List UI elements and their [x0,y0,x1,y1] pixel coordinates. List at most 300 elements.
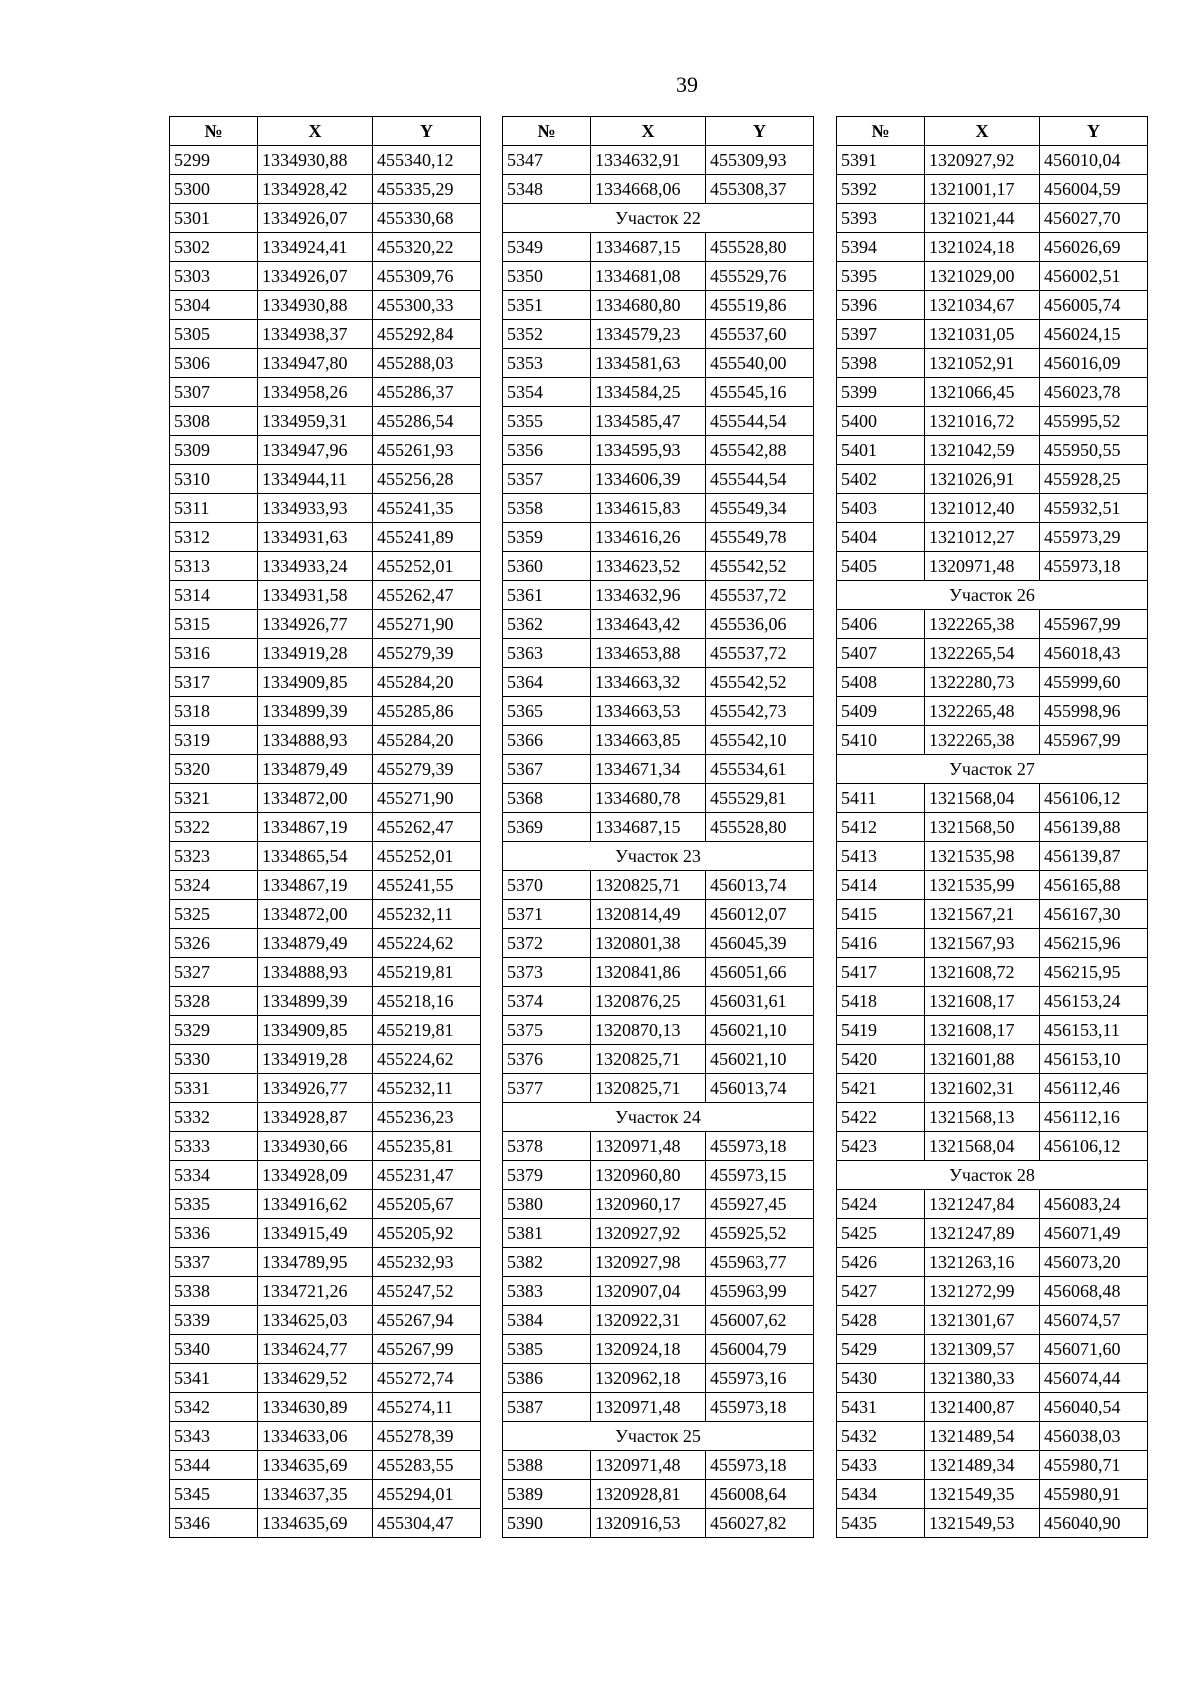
point-number-cell: 5409 [837,697,925,726]
table-row [837,1045,1148,1074]
point-number-cell: 5303 [170,262,258,291]
y-coordinate-cell: 455205,67 [373,1190,481,1219]
y-coordinate-cell: 455549,34 [706,494,814,523]
table-row [170,784,481,813]
y-coordinate-cell: 455224,62 [373,929,481,958]
point-number-cell: 5339 [170,1306,258,1335]
x-coordinate-cell: 1322265,38 [925,610,1040,639]
x-coordinate-cell: 1334926,07 [258,204,373,233]
point-number-cell: 5382 [503,1248,591,1277]
table-row [503,813,814,842]
table-row [170,349,481,378]
table-row [837,1190,1148,1219]
table-row [837,1219,1148,1248]
y-coordinate-cell: 455288,03 [373,349,481,378]
table-row [837,465,1148,494]
x-coordinate-cell: 1334947,80 [258,349,373,378]
table-row [503,1509,814,1538]
table-row [837,407,1148,436]
x-coordinate-cell: 1320960,80 [591,1161,706,1190]
table-row [837,320,1148,349]
y-coordinate-cell: 455999,60 [1040,668,1148,697]
x-coordinate-cell: 1334931,58 [258,581,373,610]
table-row [837,146,1148,175]
x-coordinate-cell: 1334926,07 [258,262,373,291]
y-coordinate-cell: 456051,66 [706,958,814,987]
point-number-cell: 5362 [503,610,591,639]
table-row [170,1161,481,1190]
x-coordinate-cell: 1321380,33 [925,1364,1040,1393]
y-coordinate-cell: 455340,12 [373,146,481,175]
x-coordinate-cell: 1334944,11 [258,465,373,494]
point-number-cell: 5324 [170,871,258,900]
point-number-cell: 5356 [503,436,591,465]
x-coordinate-cell: 1334615,83 [591,494,706,523]
x-coordinate-cell: 1320924,18 [591,1335,706,1364]
point-number-cell: 5421 [837,1074,925,1103]
point-number-cell: 5308 [170,407,258,436]
y-coordinate-cell: 455549,78 [706,523,814,552]
point-number-cell: 5424 [837,1190,925,1219]
y-coordinate-cell: 456073,20 [1040,1248,1148,1277]
y-coordinate-cell: 455980,71 [1040,1451,1148,1480]
point-number-cell: 5435 [837,1509,925,1538]
y-coordinate-cell: 455973,18 [706,1393,814,1422]
section-row [837,755,1148,784]
point-number-cell: 5390 [503,1509,591,1538]
x-coordinate-cell: 1320960,17 [591,1190,706,1219]
y-coordinate-cell: 456002,51 [1040,262,1148,291]
y-coordinate-cell: 455542,10 [706,726,814,755]
x-coordinate-cell: 1334872,00 [258,900,373,929]
point-number-cell: 5405 [837,552,925,581]
point-number-cell: 5368 [503,784,591,813]
point-number-cell: 5311 [170,494,258,523]
point-number-cell: 5307 [170,378,258,407]
x-coordinate-cell: 1321608,17 [925,1016,1040,1045]
point-number-cell: 5329 [170,1016,258,1045]
table-row [837,871,1148,900]
table-row [503,958,814,987]
point-number-cell: 5403 [837,494,925,523]
table-row [837,1248,1148,1277]
x-coordinate-cell: 1321272,99 [925,1277,1040,1306]
point-number-cell: 5397 [837,320,925,349]
y-coordinate-cell: 455300,33 [373,291,481,320]
x-coordinate-cell: 1321608,72 [925,958,1040,987]
x-coordinate-cell: 1334789,95 [258,1248,373,1277]
x-coordinate-cell: 1321042,59 [925,436,1040,465]
point-number-cell: 5328 [170,987,258,1016]
point-number-cell: 5301 [170,204,258,233]
table-row [503,668,814,697]
y-coordinate-cell: 455232,93 [373,1248,481,1277]
table-row [837,1016,1148,1045]
table-row [170,1306,481,1335]
y-coordinate-cell: 455544,54 [706,465,814,494]
y-coordinate-cell: 455540,00 [706,349,814,378]
x-coordinate-cell: 1321012,27 [925,523,1040,552]
y-coordinate-cell: 456215,95 [1040,958,1148,987]
point-number-cell: 5372 [503,929,591,958]
table-row [170,1364,481,1393]
point-number-cell: 5347 [503,146,591,175]
point-number-cell: 5341 [170,1364,258,1393]
point-number-cell: 5387 [503,1393,591,1422]
y-coordinate-cell: 455995,52 [1040,407,1148,436]
table-row [837,1132,1148,1161]
x-coordinate-cell: 1334928,87 [258,1103,373,1132]
point-number-cell: 5381 [503,1219,591,1248]
point-number-cell: 5430 [837,1364,925,1393]
y-coordinate-cell: 456106,12 [1040,784,1148,813]
section-title: Участок 28 [837,1161,1148,1190]
y-coordinate-cell: 455925,52 [706,1219,814,1248]
section-title: Участок 26 [837,581,1148,610]
table-row [503,1190,814,1219]
point-number-cell: 5345 [170,1480,258,1509]
x-coordinate-cell: 1334919,28 [258,639,373,668]
table-header-row [170,117,481,146]
point-number-cell: 5332 [170,1103,258,1132]
table-row [503,320,814,349]
table-row [170,958,481,987]
table-row [170,1451,481,1480]
y-coordinate-cell: 455267,94 [373,1306,481,1335]
x-coordinate-cell: 1321535,99 [925,871,1040,900]
table-row [503,1306,814,1335]
point-number-cell: 5429 [837,1335,925,1364]
x-coordinate-cell: 1334687,15 [591,233,706,262]
table-row [170,407,481,436]
point-number-cell: 5336 [170,1219,258,1248]
x-coordinate-cell: 1334919,28 [258,1045,373,1074]
point-number-cell: 5386 [503,1364,591,1393]
y-coordinate-cell: 455973,15 [706,1161,814,1190]
x-coordinate-cell: 1320814,49 [591,900,706,929]
x-coordinate-cell: 1334899,39 [258,697,373,726]
y-coordinate-cell: 455932,51 [1040,494,1148,523]
section-row [503,1103,814,1132]
table-row [837,1393,1148,1422]
x-coordinate-cell: 1320962,18 [591,1364,706,1393]
point-number-cell: 5316 [170,639,258,668]
section-row [503,842,814,871]
x-coordinate-cell: 1321568,04 [925,784,1040,813]
point-number-cell: 5420 [837,1045,925,1074]
x-coordinate-cell: 1320841,86 [591,958,706,987]
x-coordinate-cell: 1320825,71 [591,1045,706,1074]
x-coordinate-cell: 1320971,48 [591,1132,706,1161]
x-coordinate-cell: 1334625,03 [258,1306,373,1335]
point-number-cell: 5340 [170,1335,258,1364]
point-number-cell: 5410 [837,726,925,755]
column-header-y: Y [706,117,814,146]
y-coordinate-cell: 455292,84 [373,320,481,349]
x-coordinate-cell: 1334606,39 [591,465,706,494]
x-coordinate-cell: 1320801,38 [591,929,706,958]
table-row [170,1219,481,1248]
y-coordinate-cell: 455330,68 [373,204,481,233]
y-coordinate-cell: 456024,15 [1040,320,1148,349]
y-coordinate-cell: 456004,79 [706,1335,814,1364]
y-coordinate-cell: 455279,39 [373,755,481,784]
point-number-cell: 5392 [837,175,925,204]
y-coordinate-cell: 455271,90 [373,784,481,813]
point-number-cell: 5358 [503,494,591,523]
y-coordinate-cell: 456112,46 [1040,1074,1148,1103]
table-row [170,1422,481,1451]
x-coordinate-cell: 1320876,25 [591,987,706,1016]
point-number-cell: 5331 [170,1074,258,1103]
table-row [503,407,814,436]
table-row [170,639,481,668]
table-row [837,349,1148,378]
section-title: Участок 27 [837,755,1148,784]
table-row [170,1480,481,1509]
x-coordinate-cell: 1334867,19 [258,813,373,842]
y-coordinate-cell: 456027,70 [1040,204,1148,233]
point-number-cell: 5367 [503,755,591,784]
column-header-number: № [837,117,925,146]
y-coordinate-cell: 455309,76 [373,262,481,291]
table-row [837,378,1148,407]
table-row [503,436,814,465]
y-coordinate-cell: 455247,52 [373,1277,481,1306]
x-coordinate-cell: 1334643,42 [591,610,706,639]
y-coordinate-cell: 455309,93 [706,146,814,175]
x-coordinate-cell: 1321602,31 [925,1074,1040,1103]
table-row [503,581,814,610]
table-row [503,987,814,1016]
point-number-cell: 5330 [170,1045,258,1074]
point-number-cell: 5374 [503,987,591,1016]
point-number-cell: 5320 [170,755,258,784]
point-number-cell: 5377 [503,1074,591,1103]
table-row [170,1248,481,1277]
table-row [503,697,814,726]
x-coordinate-cell: 1334888,93 [258,958,373,987]
table-row [837,842,1148,871]
x-coordinate-cell: 1334624,77 [258,1335,373,1364]
x-coordinate-cell: 1320971,48 [591,1451,706,1480]
x-coordinate-cell: 1321549,35 [925,1480,1040,1509]
table-row [170,581,481,610]
y-coordinate-cell: 456021,10 [706,1045,814,1074]
y-coordinate-cell: 456007,62 [706,1306,814,1335]
point-number-cell: 5419 [837,1016,925,1045]
point-number-cell: 5391 [837,146,925,175]
y-coordinate-cell: 456038,03 [1040,1422,1148,1451]
table-row [837,233,1148,262]
table-row [170,1045,481,1074]
x-coordinate-cell: 1334865,54 [258,842,373,871]
point-number-cell: 5344 [170,1451,258,1480]
table-row [503,552,814,581]
x-coordinate-cell: 1321024,18 [925,233,1040,262]
table-row [837,697,1148,726]
point-number-cell: 5310 [170,465,258,494]
point-number-cell: 5402 [837,465,925,494]
x-coordinate-cell: 1334721,26 [258,1277,373,1306]
x-coordinate-cell: 1334579,23 [591,320,706,349]
y-coordinate-cell: 456008,64 [706,1480,814,1509]
table-row [503,262,814,291]
y-coordinate-cell: 456026,69 [1040,233,1148,262]
y-coordinate-cell: 455284,20 [373,726,481,755]
y-coordinate-cell: 456027,82 [706,1509,814,1538]
point-number-cell: 5432 [837,1422,925,1451]
table-row [170,842,481,871]
table-row [503,639,814,668]
y-coordinate-cell: 455542,73 [706,697,814,726]
table-row [170,175,481,204]
y-coordinate-cell: 455267,99 [373,1335,481,1364]
table-row [170,668,481,697]
y-coordinate-cell: 455236,23 [373,1103,481,1132]
x-coordinate-cell: 1334585,47 [591,407,706,436]
point-number-cell: 5326 [170,929,258,958]
x-coordinate-cell: 1321489,34 [925,1451,1040,1480]
point-number-cell: 5383 [503,1277,591,1306]
table-row [837,784,1148,813]
column-header-y: Y [1040,117,1148,146]
x-coordinate-cell: 1334584,25 [591,378,706,407]
y-coordinate-cell: 456040,90 [1040,1509,1148,1538]
y-coordinate-cell: 455963,77 [706,1248,814,1277]
table-row [170,755,481,784]
point-number-cell: 5304 [170,291,258,320]
x-coordinate-cell: 1334633,06 [258,1422,373,1451]
table-row [837,639,1148,668]
table-row [837,726,1148,755]
x-coordinate-cell: 1334899,39 [258,987,373,1016]
x-coordinate-cell: 1320927,98 [591,1248,706,1277]
y-coordinate-cell: 455283,55 [373,1451,481,1480]
table-row [170,871,481,900]
point-number-cell: 5400 [837,407,925,436]
table-row [503,146,814,175]
y-coordinate-cell: 456153,10 [1040,1045,1148,1074]
table-row [170,610,481,639]
x-coordinate-cell: 1334926,77 [258,610,373,639]
table-row [503,1045,814,1074]
x-coordinate-cell: 1334888,93 [258,726,373,755]
point-number-cell: 5359 [503,523,591,552]
table-row [170,465,481,494]
y-coordinate-cell: 455285,86 [373,697,481,726]
table-row [170,813,481,842]
point-number-cell: 5415 [837,900,925,929]
y-coordinate-cell: 455304,47 [373,1509,481,1538]
x-coordinate-cell: 1320922,31 [591,1306,706,1335]
y-coordinate-cell: 455534,61 [706,755,814,784]
table-row [170,146,481,175]
table-row [170,1132,481,1161]
x-coordinate-cell: 1334872,00 [258,784,373,813]
y-coordinate-cell: 455261,93 [373,436,481,465]
table-row [503,349,814,378]
x-coordinate-cell: 1321052,91 [925,349,1040,378]
y-coordinate-cell: 455205,92 [373,1219,481,1248]
point-number-cell: 5354 [503,378,591,407]
point-number-cell: 5375 [503,1016,591,1045]
point-number-cell: 5314 [170,581,258,610]
table-row [503,1074,814,1103]
x-coordinate-cell: 1334668,06 [591,175,706,204]
y-coordinate-cell: 456005,74 [1040,291,1148,320]
table-row [837,958,1148,987]
x-coordinate-cell: 1321568,13 [925,1103,1040,1132]
table-row [837,900,1148,929]
point-number-cell: 5414 [837,871,925,900]
y-coordinate-cell: 456106,12 [1040,1132,1148,1161]
table-row [170,436,481,465]
x-coordinate-cell: 1334958,26 [258,378,373,407]
table-row [503,494,814,523]
x-coordinate-cell: 1334930,88 [258,291,373,320]
section-row [503,1422,814,1451]
point-number-cell: 5427 [837,1277,925,1306]
page-number: 39 [676,72,698,97]
x-coordinate-cell: 1321568,04 [925,1132,1040,1161]
y-coordinate-cell: 455537,60 [706,320,814,349]
table-row [170,726,481,755]
x-coordinate-cell: 1321021,44 [925,204,1040,233]
table-row [837,987,1148,1016]
y-coordinate-cell: 456016,09 [1040,349,1148,378]
y-coordinate-cell: 455973,29 [1040,523,1148,552]
point-number-cell: 5353 [503,349,591,378]
y-coordinate-cell: 455967,99 [1040,726,1148,755]
x-coordinate-cell: 1321301,67 [925,1306,1040,1335]
table-row [503,784,814,813]
table-row [837,929,1148,958]
point-number-cell: 5412 [837,813,925,842]
point-number-cell: 5378 [503,1132,591,1161]
point-number-cell: 5305 [170,320,258,349]
point-number-cell: 5338 [170,1277,258,1306]
x-coordinate-cell: 1334909,85 [258,668,373,697]
y-coordinate-cell: 455528,80 [706,233,814,262]
table-row [837,175,1148,204]
y-coordinate-cell: 455537,72 [706,639,814,668]
table-row [170,1335,481,1364]
point-number-cell: 5379 [503,1161,591,1190]
point-number-cell: 5370 [503,871,591,900]
x-coordinate-cell: 1334630,89 [258,1393,373,1422]
y-coordinate-cell: 456139,87 [1040,842,1148,871]
point-number-cell: 5313 [170,552,258,581]
point-number-cell: 5318 [170,697,258,726]
x-coordinate-cell: 1321309,57 [925,1335,1040,1364]
y-coordinate-cell: 456074,57 [1040,1306,1148,1335]
point-number-cell: 5371 [503,900,591,929]
x-coordinate-cell: 1334635,69 [258,1451,373,1480]
point-number-cell: 5389 [503,1480,591,1509]
x-coordinate-cell: 1322265,38 [925,726,1040,755]
y-coordinate-cell: 455529,76 [706,262,814,291]
x-coordinate-cell: 1334915,49 [258,1219,373,1248]
x-coordinate-cell: 1321568,50 [925,813,1040,842]
y-coordinate-cell: 455252,01 [373,552,481,581]
point-number-cell: 5355 [503,407,591,436]
x-coordinate-cell: 1320907,04 [591,1277,706,1306]
point-number-cell: 5343 [170,1422,258,1451]
y-coordinate-cell: 455232,11 [373,900,481,929]
y-coordinate-cell: 455973,18 [706,1132,814,1161]
x-coordinate-cell: 1320971,48 [591,1393,706,1422]
